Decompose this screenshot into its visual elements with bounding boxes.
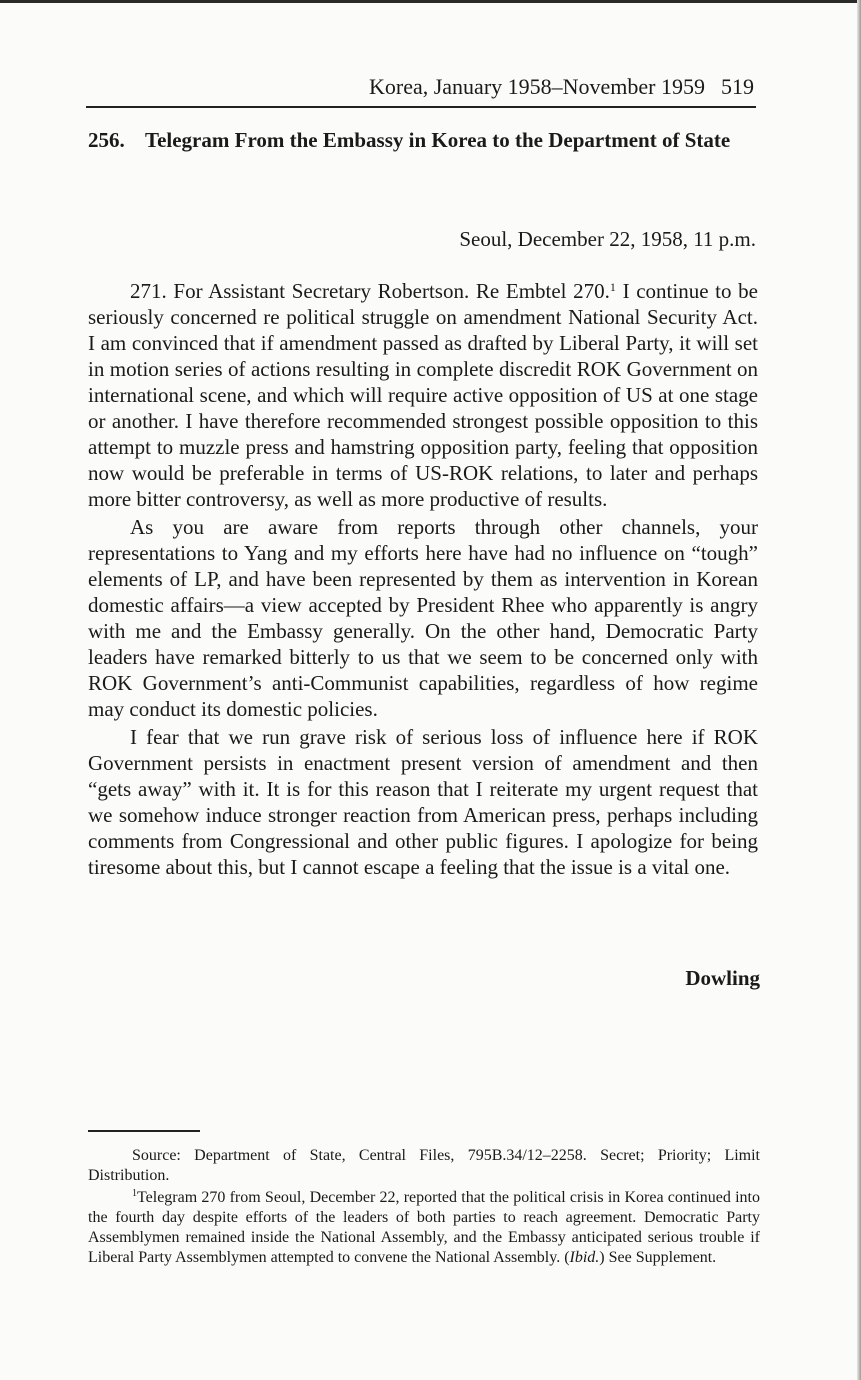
footnote-reference-1: 1 (609, 280, 616, 294)
footnote-divider (88, 1130, 200, 1132)
page-top-border (0, 0, 861, 3)
document-number: 256. (88, 128, 125, 152)
paragraph-1-text: I continue to be seriously concerned re political struggle on amendment National Security Act. I am convinced that if amendment passed as drafted by Liberal Party, it will set in motion series of actions resulting in complete discredit ROK Government on international scene, and which will require active opposition of US at one stage or another. I have therefore recommended strongest possible opposition to this attempt to muzzle press and hamstring opposition party, feeling that opposition now would be preferable in terms of US-ROK relations, to later and perhaps more bitter controversy, as well as more productive of results. (88, 279, 758, 511)
signature: Dowling (685, 966, 760, 990)
dateline: Seoul, December 22, 1958, 11 p.m. (459, 227, 756, 251)
page-right-edge (857, 0, 861, 1380)
running-head (86, 72, 756, 108)
telegram-body (88, 278, 758, 882)
running-head-title: Korea, January 1958–November 1959 (368, 74, 705, 99)
body-paragraph-3: I fear that we run grave risk of serious loss of influence here if ROK Government persists in enactment present version of amendment and then “gets away” with it. It is for this reason that I reiterate my urgent request that we somehow induce stronger reaction from American press, perhaps including comments from Congressional and other public figures. I apologize for being tiresome about this, but I cannot escape a feeling that the issue is a vital one. (88, 725, 758, 879)
body-paragraph-2: As you are aware from reports through other channels, your representations to Yang and my efforts here have had no influence on “tough” elements of LP, and have been represented by them as intervention in Korean domestic affairs—a view accepted by President Rhee who apparently is angry with me and the Embassy generally. On the other hand, Democratic Party leaders have remarked bitterly to us that we seem to be concerned only with ROK Government’s anti-Communist capabilities, regardless of how regime may conduct its domestic policies. (88, 515, 758, 721)
body-paragraph-1 (88, 278, 758, 512)
footnotes (88, 1146, 760, 1270)
paragraph-1-opening: 271. For Assistant Secretary Robertson. Re Embtel 270. (130, 279, 610, 303)
page-number: 519 (721, 74, 754, 99)
footnote-1-ending: ) See Supplement. (599, 1249, 717, 1266)
source-note: Source: Department of State, Central Files, 795B.34/12–2258. Secret; Priority; Limit Distribution. (88, 1147, 760, 1184)
footnote-1-text: Telegram 270 from Seoul, December 22, reported that the political crisis in Korea continued into the fourth day despite efforts of the leaders of both parties to reach agreement. Democratic Party Assemblymen remained inside the National Assembly, and the Embassy anticipated serious trouble if Liberal Party Assemblymen attempted to convene the National Assembly. ( (88, 1189, 760, 1266)
footnote-1-ibid: Ibid. (569, 1249, 600, 1266)
document-title: Telegram From the Embassy in Korea to the Department of State (145, 128, 731, 152)
document-heading (88, 126, 758, 154)
footnote-1-marker: 1 (132, 1188, 137, 1199)
footnote-1 (88, 1188, 760, 1268)
